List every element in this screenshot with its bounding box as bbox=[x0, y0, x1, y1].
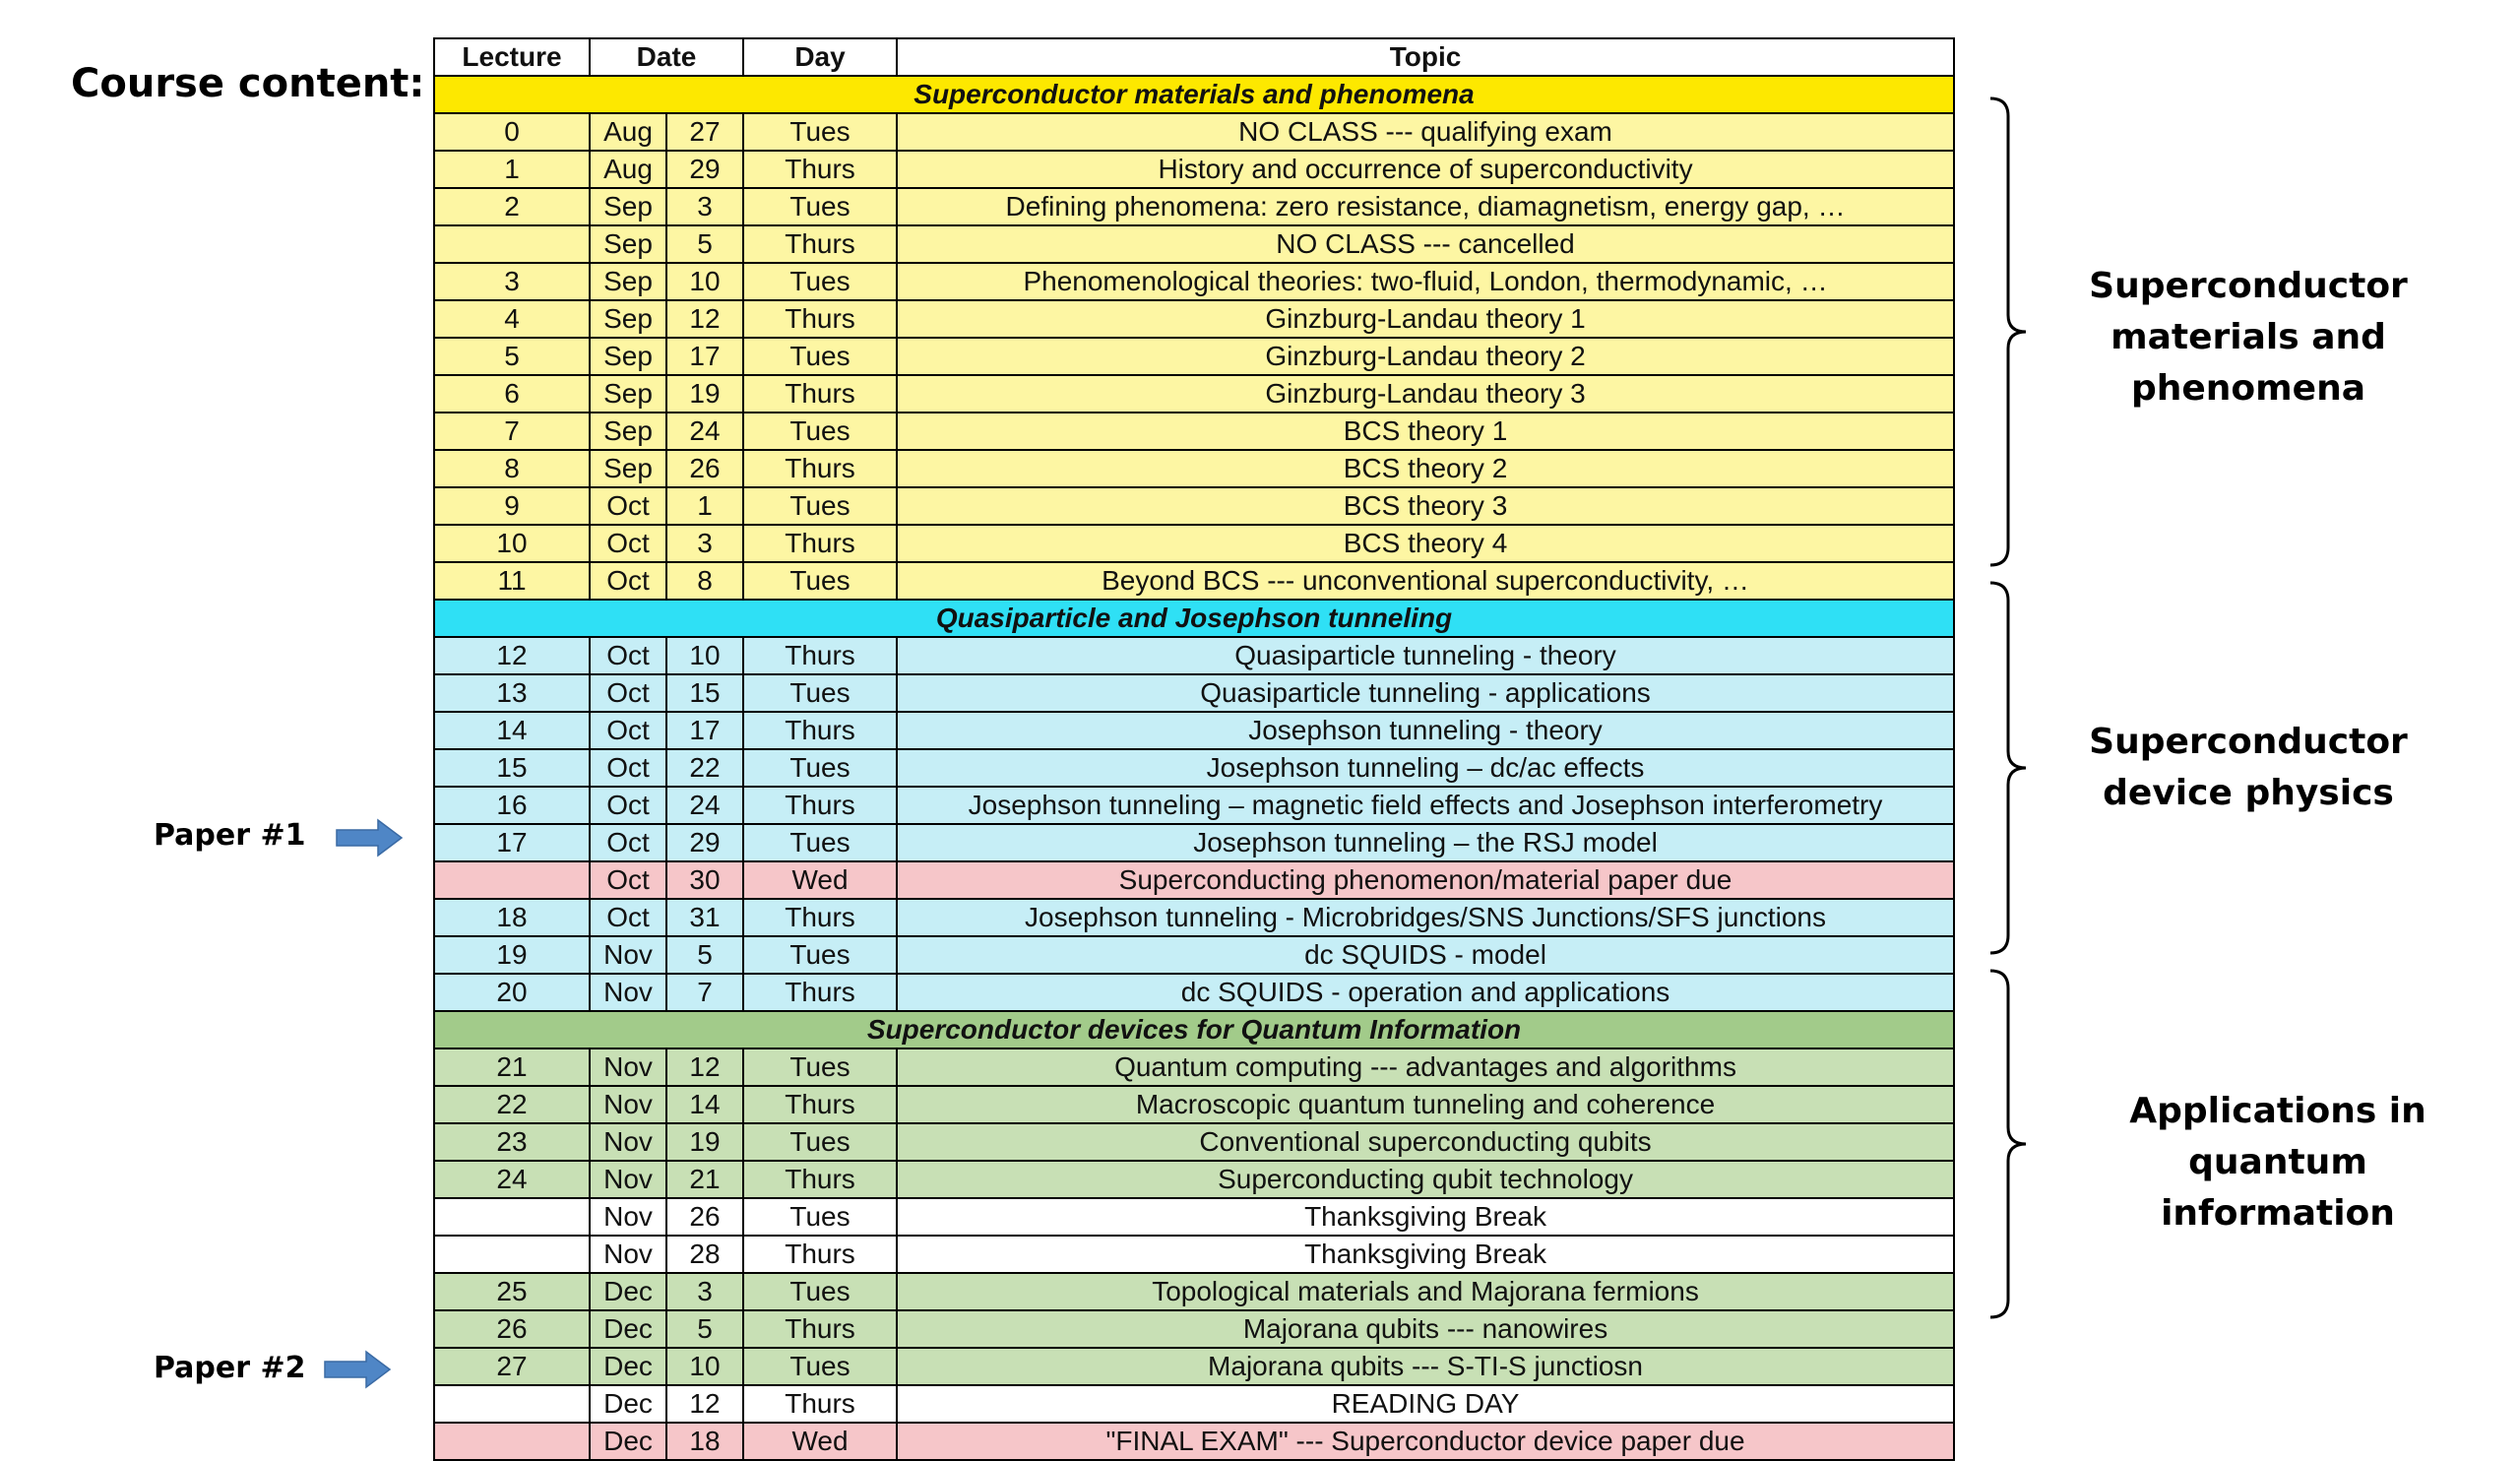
topic-cell: Quantum computing --- advantages and algorithms bbox=[897, 1048, 1954, 1086]
topic-cell: Ginzburg-Landau theory 3 bbox=[897, 375, 1954, 413]
table-row bbox=[434, 749, 1954, 787]
topic-cell: Josephson tunneling – the RSJ model bbox=[897, 824, 1954, 861]
topic-cell: BCS theory 3 bbox=[897, 487, 1954, 525]
month-cell: Oct bbox=[590, 637, 666, 674]
table-row bbox=[434, 974, 1954, 1011]
group-label-line: phenomena bbox=[2130, 368, 2366, 409]
lecture-cell: 4 bbox=[434, 300, 590, 338]
topic-cell: Macroscopic quantum tunneling and coherence bbox=[897, 1086, 1954, 1123]
topic-cell: Josephson tunneling – magnetic field effects and Josephson interferometry bbox=[897, 787, 1954, 824]
table-row bbox=[434, 861, 1954, 899]
lecture-cell: 23 bbox=[434, 1123, 590, 1161]
weekday-cell: Tues bbox=[743, 562, 897, 600]
lecture-cell: 14 bbox=[434, 712, 590, 749]
group-label-line: Superconductor bbox=[2089, 266, 2408, 306]
lecture-cell bbox=[434, 1423, 590, 1460]
arrow-right-icon bbox=[323, 1350, 392, 1389]
weekday-cell: Thurs bbox=[743, 1310, 897, 1348]
month-cell: Nov bbox=[590, 1161, 666, 1198]
lecture-cell: 19 bbox=[434, 936, 590, 974]
weekday-cell: Tues bbox=[743, 824, 897, 861]
header-day: Day bbox=[743, 38, 897, 76]
topic-cell: Majorana qubits --- nanowires bbox=[897, 1310, 1954, 1348]
arrow-right-icon bbox=[335, 818, 404, 858]
topic-cell: NO CLASS --- qualifying exam bbox=[897, 113, 1954, 151]
topic-cell: Majorana qubits --- S-TI-S junctiosn bbox=[897, 1348, 1954, 1385]
month-cell: Oct bbox=[590, 861, 666, 899]
table-row bbox=[434, 1348, 1954, 1385]
month-cell: Oct bbox=[590, 674, 666, 712]
group-label-line: quantum information bbox=[2161, 1142, 2395, 1234]
month-cell: Nov bbox=[590, 1086, 666, 1123]
day-number-cell: 18 bbox=[666, 1423, 743, 1460]
course-schedule-table bbox=[433, 37, 1955, 1461]
lecture-cell: 3 bbox=[434, 263, 590, 300]
day-number-cell: 12 bbox=[666, 1385, 743, 1423]
weekday-cell: Thurs bbox=[743, 300, 897, 338]
month-cell: Sep bbox=[590, 413, 666, 450]
table-row bbox=[434, 188, 1954, 225]
day-number-cell: 30 bbox=[666, 861, 743, 899]
section-header-row bbox=[434, 76, 1954, 113]
month-cell: Oct bbox=[590, 899, 666, 936]
table-row bbox=[434, 1198, 1954, 1236]
weekday-cell: Thurs bbox=[743, 787, 897, 824]
brace-quantum-info-icon bbox=[1986, 969, 2034, 1319]
day-number-cell: 21 bbox=[666, 1161, 743, 1198]
weekday-cell: Thurs bbox=[743, 1385, 897, 1423]
day-number-cell: 7 bbox=[666, 974, 743, 1011]
topic-cell: Beyond BCS --- unconventional superconductivity, … bbox=[897, 562, 1954, 600]
header-date: Date bbox=[590, 38, 743, 76]
day-number-cell: 5 bbox=[666, 936, 743, 974]
weekday-cell: Tues bbox=[743, 1273, 897, 1310]
weekday-cell: Tues bbox=[743, 113, 897, 151]
weekday-cell: Wed bbox=[743, 1423, 897, 1460]
month-cell: Sep bbox=[590, 225, 666, 263]
weekday-cell: Thurs bbox=[743, 899, 897, 936]
weekday-cell: Tues bbox=[743, 749, 897, 787]
month-cell: Dec bbox=[590, 1273, 666, 1310]
lecture-cell: 25 bbox=[434, 1273, 590, 1310]
topic-cell: Phenomenological theories: two-fluid, London, thermodynamic, … bbox=[897, 263, 1954, 300]
day-number-cell: 28 bbox=[666, 1236, 743, 1273]
lecture-cell: 7 bbox=[434, 413, 590, 450]
group-label-materials bbox=[2071, 261, 2426, 414]
weekday-cell: Tues bbox=[743, 1348, 897, 1385]
month-cell: Sep bbox=[590, 300, 666, 338]
group-label-quantum-info bbox=[2071, 1086, 2485, 1239]
day-number-cell: 26 bbox=[666, 1198, 743, 1236]
month-cell: Dec bbox=[590, 1385, 666, 1423]
lecture-cell: 12 bbox=[434, 637, 590, 674]
month-cell: Sep bbox=[590, 263, 666, 300]
table-row bbox=[434, 1086, 1954, 1123]
weekday-cell: Thurs bbox=[743, 450, 897, 487]
topic-cell: History and occurrence of superconductivity bbox=[897, 151, 1954, 188]
table-row bbox=[434, 1123, 1954, 1161]
weekday-cell: Tues bbox=[743, 338, 897, 375]
weekday-cell: Tues bbox=[743, 413, 897, 450]
month-cell: Sep bbox=[590, 375, 666, 413]
month-cell: Sep bbox=[590, 338, 666, 375]
lecture-cell bbox=[434, 1198, 590, 1236]
paper-2-label: Paper #2 bbox=[154, 1351, 306, 1385]
lecture-cell bbox=[434, 1385, 590, 1423]
month-cell: Dec bbox=[590, 1348, 666, 1385]
topic-cell: Conventional superconducting qubits bbox=[897, 1123, 1954, 1161]
weekday-cell: Tues bbox=[743, 1123, 897, 1161]
weekday-cell: Thurs bbox=[743, 974, 897, 1011]
day-number-cell: 29 bbox=[666, 824, 743, 861]
weekday-cell: Thurs bbox=[743, 525, 897, 562]
group-label-line: Applications in bbox=[2129, 1091, 2426, 1131]
table-row bbox=[434, 1236, 1954, 1273]
weekday-cell: Thurs bbox=[743, 375, 897, 413]
month-cell: Sep bbox=[590, 188, 666, 225]
month-cell: Oct bbox=[590, 525, 666, 562]
month-cell: Nov bbox=[590, 1048, 666, 1086]
lecture-cell: 10 bbox=[434, 525, 590, 562]
table-row bbox=[434, 375, 1954, 413]
month-cell: Oct bbox=[590, 487, 666, 525]
lecture-cell: 2 bbox=[434, 188, 590, 225]
topic-cell: Thanksgiving Break bbox=[897, 1198, 1954, 1236]
day-number-cell: 17 bbox=[666, 338, 743, 375]
topic-cell: "FINAL EXAM" --- Superconductor device paper due bbox=[897, 1423, 1954, 1460]
topic-cell: BCS theory 1 bbox=[897, 413, 1954, 450]
day-number-cell: 15 bbox=[666, 674, 743, 712]
weekday-cell: Tues bbox=[743, 487, 897, 525]
day-number-cell: 10 bbox=[666, 263, 743, 300]
topic-cell: Josephson tunneling - Microbridges/SNS Junctions/SFS junctions bbox=[897, 899, 1954, 936]
header-topic: Topic bbox=[897, 38, 1954, 76]
lecture-cell: 5 bbox=[434, 338, 590, 375]
topic-cell: dc SQUIDS - model bbox=[897, 936, 1954, 974]
table-row bbox=[434, 787, 1954, 824]
lecture-cell: 24 bbox=[434, 1161, 590, 1198]
weekday-cell: Tues bbox=[743, 936, 897, 974]
weekday-cell: Tues bbox=[743, 1048, 897, 1086]
lecture-cell bbox=[434, 861, 590, 899]
month-cell: Dec bbox=[590, 1423, 666, 1460]
month-cell: Nov bbox=[590, 974, 666, 1011]
lecture-cell bbox=[434, 1236, 590, 1273]
lecture-cell: 0 bbox=[434, 113, 590, 151]
lecture-cell: 21 bbox=[434, 1048, 590, 1086]
day-number-cell: 29 bbox=[666, 151, 743, 188]
section-title: Superconductor devices for Quantum Information bbox=[434, 1011, 1954, 1048]
table-row bbox=[434, 562, 1954, 600]
table-row bbox=[434, 300, 1954, 338]
month-cell: Oct bbox=[590, 712, 666, 749]
lecture-cell: 16 bbox=[434, 787, 590, 824]
topic-cell: Superconducting qubit technology bbox=[897, 1161, 1954, 1198]
section-title: Superconductor materials and phenomena bbox=[434, 76, 1954, 113]
table-row bbox=[434, 1048, 1954, 1086]
lecture-cell: 27 bbox=[434, 1348, 590, 1385]
section-title: Quasiparticle and Josephson tunneling bbox=[434, 600, 1954, 637]
topic-cell: Ginzburg-Landau theory 2 bbox=[897, 338, 1954, 375]
group-label-line: materials and bbox=[2110, 317, 2386, 357]
month-cell: Aug bbox=[590, 113, 666, 151]
lecture-cell: 22 bbox=[434, 1086, 590, 1123]
weekday-cell: Thurs bbox=[743, 712, 897, 749]
group-label-line: Superconductor bbox=[2089, 722, 2408, 762]
lecture-cell: 8 bbox=[434, 450, 590, 487]
section-header-row bbox=[434, 1011, 1954, 1048]
month-cell: Oct bbox=[590, 824, 666, 861]
day-number-cell: 12 bbox=[666, 300, 743, 338]
topic-cell: BCS theory 2 bbox=[897, 450, 1954, 487]
table-row bbox=[434, 1273, 1954, 1310]
month-cell: Sep bbox=[590, 450, 666, 487]
topic-cell: Quasiparticle tunneling - applications bbox=[897, 674, 1954, 712]
table-row bbox=[434, 1423, 1954, 1460]
topic-cell: Topological materials and Majorana fermions bbox=[897, 1273, 1954, 1310]
day-number-cell: 10 bbox=[666, 637, 743, 674]
table-row bbox=[434, 413, 1954, 450]
lecture-cell: 9 bbox=[434, 487, 590, 525]
schedule-body bbox=[434, 76, 1954, 1460]
weekday-cell: Thurs bbox=[743, 225, 897, 263]
month-cell: Nov bbox=[590, 936, 666, 974]
table-row bbox=[434, 824, 1954, 861]
day-number-cell: 26 bbox=[666, 450, 743, 487]
topic-cell: Ginzburg-Landau theory 1 bbox=[897, 300, 1954, 338]
brace-materials-icon bbox=[1986, 96, 2034, 567]
weekday-cell: Tues bbox=[743, 1198, 897, 1236]
day-number-cell: 3 bbox=[666, 525, 743, 562]
day-number-cell: 17 bbox=[666, 712, 743, 749]
topic-cell: Thanksgiving Break bbox=[897, 1236, 1954, 1273]
weekday-cell: Thurs bbox=[743, 151, 897, 188]
lecture-cell: 11 bbox=[434, 562, 590, 600]
group-label-device-physics bbox=[2071, 717, 2426, 819]
table-row bbox=[434, 338, 1954, 375]
lecture-cell: 6 bbox=[434, 375, 590, 413]
table-row bbox=[434, 263, 1954, 300]
table-row bbox=[434, 899, 1954, 936]
topic-cell: READING DAY bbox=[897, 1385, 1954, 1423]
weekday-cell: Wed bbox=[743, 861, 897, 899]
lecture-cell: 20 bbox=[434, 974, 590, 1011]
month-cell: Oct bbox=[590, 562, 666, 600]
day-number-cell: 14 bbox=[666, 1086, 743, 1123]
table-row bbox=[434, 1385, 1954, 1423]
table-row bbox=[434, 712, 1954, 749]
lecture-cell: 26 bbox=[434, 1310, 590, 1348]
weekday-cell: Thurs bbox=[743, 1161, 897, 1198]
weekday-cell: Tues bbox=[743, 263, 897, 300]
weekday-cell: Tues bbox=[743, 188, 897, 225]
lecture-cell: 15 bbox=[434, 749, 590, 787]
day-number-cell: 3 bbox=[666, 1273, 743, 1310]
table-row bbox=[434, 637, 1954, 674]
day-number-cell: 3 bbox=[666, 188, 743, 225]
month-cell: Oct bbox=[590, 787, 666, 824]
table-row bbox=[434, 1310, 1954, 1348]
day-number-cell: 5 bbox=[666, 225, 743, 263]
table-row bbox=[434, 487, 1954, 525]
month-cell: Nov bbox=[590, 1123, 666, 1161]
table-row bbox=[434, 674, 1954, 712]
day-number-cell: 27 bbox=[666, 113, 743, 151]
weekday-cell: Tues bbox=[743, 674, 897, 712]
group-label-line: device physics bbox=[2103, 773, 2394, 813]
lecture-cell: 18 bbox=[434, 899, 590, 936]
weekday-cell: Thurs bbox=[743, 1086, 897, 1123]
month-cell: Dec bbox=[590, 1310, 666, 1348]
section-header-row bbox=[434, 600, 1954, 637]
weekday-cell: Thurs bbox=[743, 1236, 897, 1273]
day-number-cell: 5 bbox=[666, 1310, 743, 1348]
topic-cell: dc SQUIDS - operation and applications bbox=[897, 974, 1954, 1011]
table-row bbox=[434, 1161, 1954, 1198]
day-number-cell: 24 bbox=[666, 413, 743, 450]
table-row bbox=[434, 151, 1954, 188]
month-cell: Nov bbox=[590, 1236, 666, 1273]
month-cell: Aug bbox=[590, 151, 666, 188]
day-number-cell: 8 bbox=[666, 562, 743, 600]
day-number-cell: 24 bbox=[666, 787, 743, 824]
lecture-cell bbox=[434, 225, 590, 263]
header-lecture: Lecture bbox=[434, 38, 590, 76]
topic-cell: Josephson tunneling - theory bbox=[897, 712, 1954, 749]
day-number-cell: 10 bbox=[666, 1348, 743, 1385]
topic-cell: Superconducting phenomenon/material paper due bbox=[897, 861, 1954, 899]
table-header-row bbox=[434, 38, 1954, 76]
brace-device-physics-icon bbox=[1986, 581, 2034, 955]
month-cell: Nov bbox=[590, 1198, 666, 1236]
day-number-cell: 19 bbox=[666, 1123, 743, 1161]
day-number-cell: 31 bbox=[666, 899, 743, 936]
day-number-cell: 22 bbox=[666, 749, 743, 787]
month-cell: Oct bbox=[590, 749, 666, 787]
lecture-cell: 17 bbox=[434, 824, 590, 861]
table-row bbox=[434, 525, 1954, 562]
table-row bbox=[434, 936, 1954, 974]
day-number-cell: 19 bbox=[666, 375, 743, 413]
lecture-cell: 1 bbox=[434, 151, 590, 188]
table-row bbox=[434, 113, 1954, 151]
topic-cell: NO CLASS --- cancelled bbox=[897, 225, 1954, 263]
day-number-cell: 12 bbox=[666, 1048, 743, 1086]
course-content-title: Course content: bbox=[71, 61, 425, 106]
lecture-cell: 13 bbox=[434, 674, 590, 712]
topic-cell: Josephson tunneling – dc/ac effects bbox=[897, 749, 1954, 787]
table-row bbox=[434, 450, 1954, 487]
paper-1-label: Paper #1 bbox=[154, 818, 306, 853]
table-row bbox=[434, 225, 1954, 263]
weekday-cell: Thurs bbox=[743, 637, 897, 674]
topic-cell: Quasiparticle tunneling - theory bbox=[897, 637, 1954, 674]
day-number-cell: 1 bbox=[666, 487, 743, 525]
topic-cell: Defining phenomena: zero resistance, diamagnetism, energy gap, … bbox=[897, 188, 1954, 225]
topic-cell: BCS theory 4 bbox=[897, 525, 1954, 562]
